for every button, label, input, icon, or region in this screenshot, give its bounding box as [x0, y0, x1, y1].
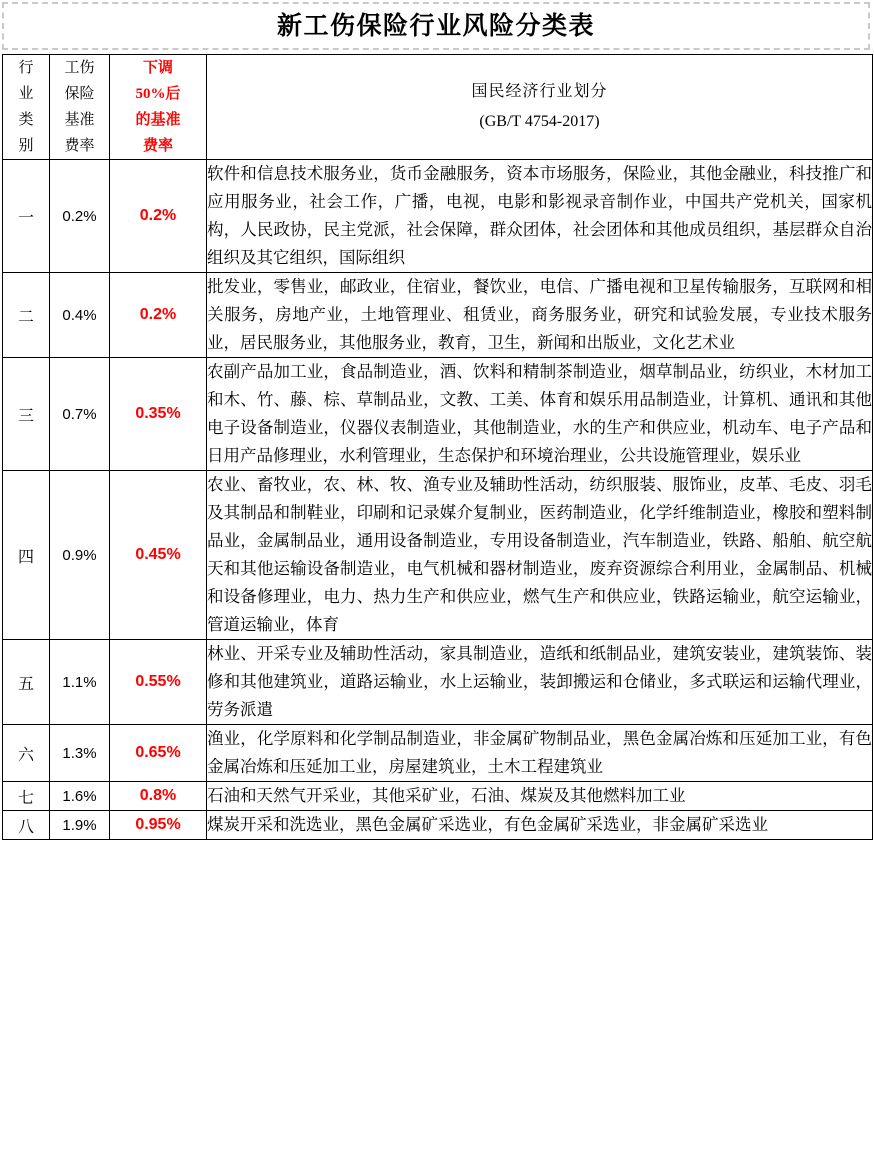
cell-description: 林业、开采专业及辅助性活动，家具制造业，造纸和纸制品业，建筑安装业，建筑装饰、装修和其他建筑业，道路运输业，水上运输业，装卸搬运和仓储业，多式联运和运输代理业，劳务派遣 — [207, 640, 873, 725]
header-classification-standard: (GB/T 4754-2017) — [479, 113, 600, 130]
cell-industry-class: 四 — [3, 471, 50, 640]
cell-base-rate: 0.4% — [50, 273, 110, 358]
cell-industry-class: 五 — [3, 640, 50, 725]
cell-reduced-rate: 0.45% — [110, 471, 207, 640]
cell-base-rate: 1.9% — [50, 811, 110, 840]
header-classification-title: 国民经济行业划分 — [471, 83, 608, 100]
header-char: 保险 — [64, 86, 95, 102]
header-base-rate — [50, 55, 110, 160]
cell-reduced-rate: 0.65% — [110, 725, 207, 782]
page-title: 新工伤保险行业风险分类表 — [276, 12, 595, 40]
cell-description: 农业、畜牧业，农、林、牧、渔专业及辅助性活动，纺织服装、服饰业，皮革、毛皮、羽毛及其制品和制鞋业，印刷和记录媒介复制业，医药制造业，化学纤维制造业，橡胶和塑料制品业，金属制品业，通用设备制造业，专用设备制造业，汽车制造业，铁路、船舶、航空航天和其他运输设备制造业，电气机械和器材制造业，废弃资源综合利用业，金属制品、机械和设备修理业，电力、热力生产和供应业，燃气生产和供应业，铁路运输业，航空运输业，管道运输业，体育 — [207, 471, 873, 640]
cell-base-rate: 0.9% — [50, 471, 110, 640]
title-banner — [2, 2, 870, 50]
risk-classification-table-wrapper — [2, 54, 872, 840]
table-row — [3, 160, 873, 273]
table-row — [3, 725, 873, 782]
header-industry-class — [3, 55, 50, 160]
header-char: 工伤 — [64, 60, 95, 76]
table-row — [3, 273, 873, 358]
header-char: 下调 — [142, 60, 173, 76]
header-reduced-rate — [110, 55, 207, 160]
cell-reduced-rate: 0.2% — [110, 160, 207, 273]
table-row — [3, 358, 873, 471]
cell-reduced-rate: 0.55% — [110, 640, 207, 725]
cell-description: 渔业，化学原料和化学制品制造业，非金属矿物制品业，黑色金属冶炼和压延加工业，有色金属冶炼和压延加工业，房屋建筑业，土木工程建筑业 — [207, 725, 873, 782]
header-char: 50%后 — [135, 86, 181, 102]
cell-industry-class: 二 — [3, 273, 50, 358]
cell-industry-class: 七 — [3, 782, 50, 811]
table-row — [3, 471, 873, 640]
table-row — [3, 811, 873, 840]
cell-description: 煤炭开采和洗选业，黑色金属矿采选业，有色金属矿采选业，非金属矿采选业 — [207, 811, 873, 840]
table-row — [3, 782, 873, 811]
cell-description: 软件和信息技术服务业，货币金融服务，资本市场服务，保险业，其他金融业，科技推广和应用服务业，社会工作，广播，电视，电影和影视录音制作业，中国共产党机关，国家机构，人民政协，民主党派，社会保障，群众团体，社会团体和其他成员组织，基层群众自治组织及其它组织，国际组织 — [207, 160, 873, 273]
cell-base-rate: 1.6% — [50, 782, 110, 811]
cell-industry-class: 八 — [3, 811, 50, 840]
cell-industry-class: 三 — [3, 358, 50, 471]
table-row — [3, 640, 873, 725]
risk-classification-table — [2, 54, 873, 840]
cell-base-rate: 0.2% — [50, 160, 110, 273]
header-char: 行 — [18, 60, 34, 76]
cell-reduced-rate: 0.8% — [110, 782, 207, 811]
table-header-row — [3, 55, 873, 160]
header-char: 费率 — [64, 138, 95, 154]
header-char: 别 — [18, 138, 34, 154]
cell-description: 农副产品加工业，食品制造业，酒、饮料和精制茶制造业，烟草制品业，纺织业，木材加工和木、竹、藤、棕、草制品业，文教、工美、体育和娱乐用品制造业，计算机、通讯和其他电子设备制造业，仪器仪表制造业，其他制造业，水的生产和供应业，机动车、电子产品和日用产品修理业，水利管理业，生态保护和环境治理业，公共设施管理业，娱乐业 — [207, 358, 873, 471]
cell-base-rate: 1.1% — [50, 640, 110, 725]
cell-reduced-rate: 0.2% — [110, 273, 207, 358]
header-char: 业 — [18, 86, 34, 102]
header-char: 基准 — [64, 112, 95, 128]
cell-base-rate: 1.3% — [50, 725, 110, 782]
cell-base-rate: 0.7% — [50, 358, 110, 471]
cell-reduced-rate: 0.35% — [110, 358, 207, 471]
cell-industry-class: 一 — [3, 160, 50, 273]
cell-industry-class: 六 — [3, 725, 50, 782]
header-classification — [207, 55, 873, 160]
table-body — [3, 55, 873, 840]
header-char: 的基准 — [135, 112, 181, 128]
header-char: 费率 — [142, 138, 173, 154]
header-char: 类 — [18, 112, 34, 128]
cell-reduced-rate: 0.95% — [110, 811, 207, 840]
cell-description: 批发业，零售业，邮政业，住宿业，餐饮业，电信、广播电视和卫星传输服务，互联网和相关服务，房地产业，土地管理业、租赁业，商务服务业，研究和试验发展，专业技术服务业，居民服务业，其他服务业，教育，卫生，新闻和出版业，文化艺术业 — [207, 273, 873, 358]
cell-description: 石油和天然气开采业，其他采矿业，石油、煤炭及其他燃料加工业 — [207, 782, 873, 811]
